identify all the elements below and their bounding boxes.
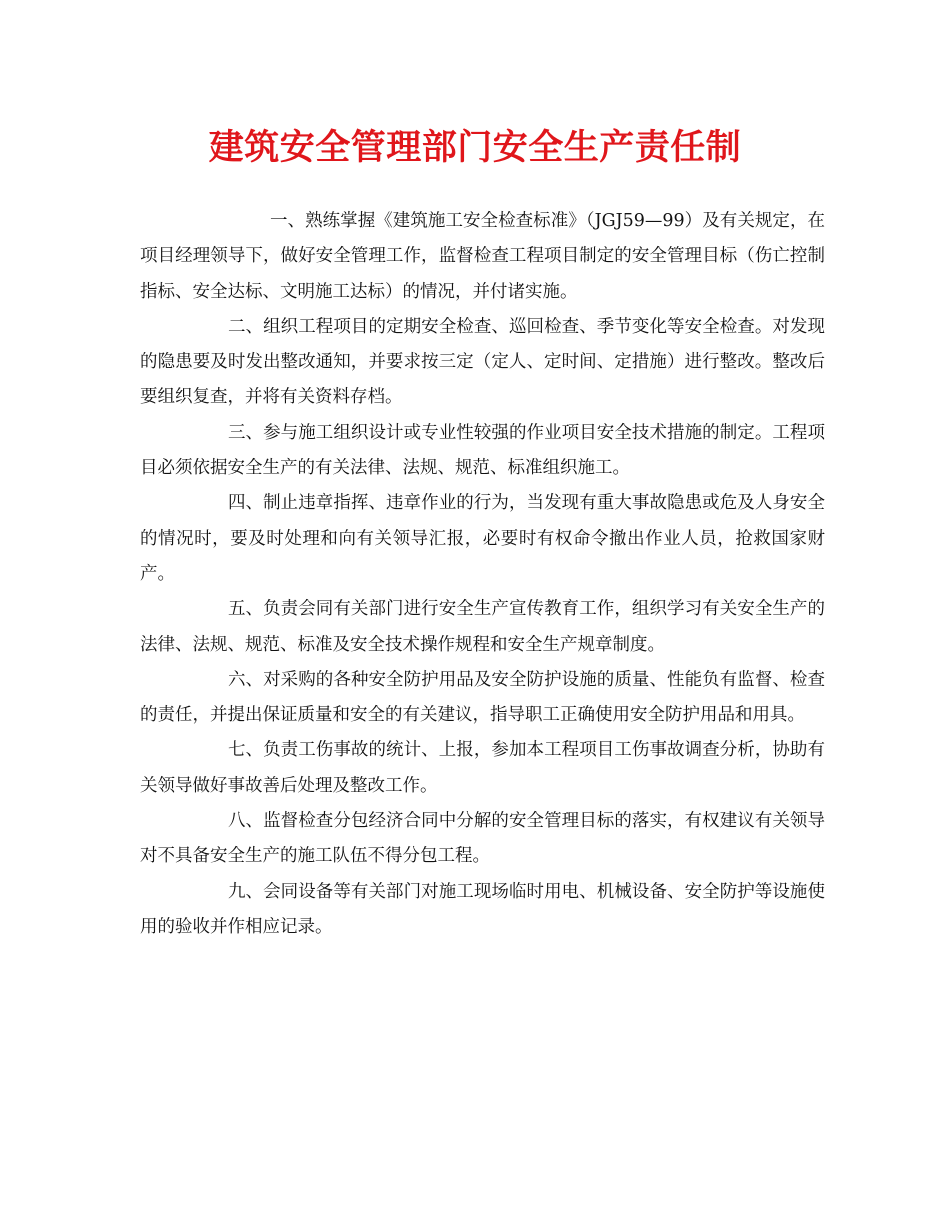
paragraph-9: 九、会同设备等有关部门对施工现场临时用电、机械设备、安全防护等设施使用的验收并作相应记录。	[140, 881, 825, 937]
paragraph-3: 三、参与施工组织设计或专业性较强的作业项目安全技术措施的制定。工程项目必须依据安全生产的有关法律、法规、规范、标准组织施工。	[140, 422, 825, 479]
paragraph-7: 七、负责工伤事故的统计、上报，参加本工程项目工伤事故调查分析，协助有关领导做好事故善后处理及整改工作。	[140, 740, 825, 796]
paragraph-1: 一、熟练掌握《建筑施工安全检查标准》（JGJ59—99）及有关规定，在项目经理领导下，做好安全管理工作，监督检查工程项目制定的安全管理目标（伤亡控制指标、安全达标、文明施工达标）的情况，并付诸实施。	[140, 211, 825, 302]
paragraph-8: 八、监督检查分包经济合同中分解的安全管理目标的落实，有权建议有关领导对不具备安全生产的施工队伍不得分包工程。	[140, 811, 825, 867]
paragraph-6: 六、对采购的各种安全防护用品及安全防护设施的质量、性能负有监督、检查的责任，并提出保证质量和安全的有关建议，指导职工正确使用安全防护用品和用具。	[140, 669, 825, 726]
paragraph-5: 五、负责会同有关部门进行安全生产宣传教育工作，组织学习有关安全生产的法律、法规、规范、标准及安全技术操作规程和安全生产规章制度。	[140, 599, 825, 655]
paragraph-4: 四、制止违章指挥、违章作业的行为，当发现有重大事故隐患或危及人身安全的情况时，要及时处理和向有关领导汇报，必要时有权命令撤出作业人员，抢救国家财产。	[140, 493, 825, 584]
paragraph-2: 二、组织工程项目的定期安全检查、巡回检查、季节变化等安全检查。对发现的隐患要及时发出整改通知，并要求按三定（定人、定时间、定措施）进行整改。整改后要组织复查，并将有关资料存档。	[140, 316, 825, 408]
document-body	[140, 204, 825, 945]
document-title: 建筑安全管理部门安全生产责任制	[208, 127, 742, 168]
